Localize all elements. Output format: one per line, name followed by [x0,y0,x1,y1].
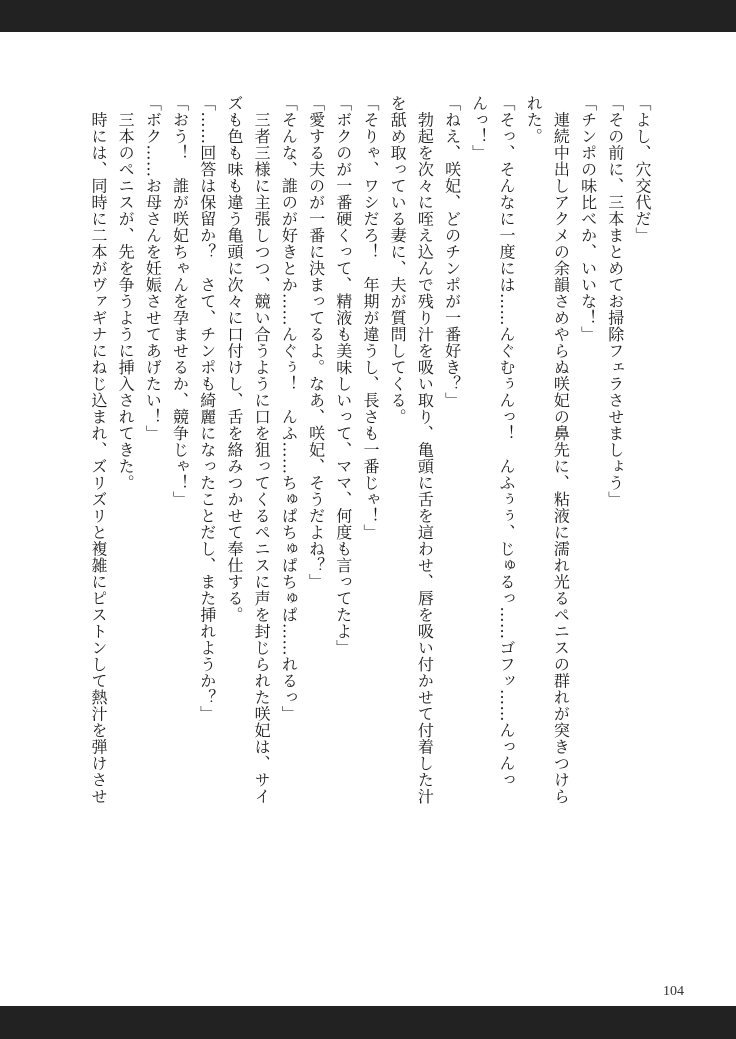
text-line: 「そんな、誰のが好きとか……んぐぅ！ んふ……ちゅぱちゅぱちゅぱ……れるっ」 [279,95,299,722]
text-line: 「……回答は保留か？ さて、チンポも綺麗になったことだし、また挿れようか？」 [197,95,217,722]
text-line: 「その前に、三本まとめてお掃除フェラさせましょう」 [605,95,625,508]
text-line: を舐め取っている妻に、夫が質問してくる。 [388,95,408,425]
text-line: 「ボクのが一番硬くって、精液も美味しいって、ママ、何度も言ってたよ」 [333,95,353,656]
text-line: 勃起を次々に咥え込んで残り汁を吸い取り、亀頭に舌を這わせ、唇を吸い付かせて付着した汁 [415,95,435,805]
text-line: 「よし、穴交代だ」 [633,95,652,244]
text-line: 「ボク……お母さんを妊娠させてあげたい！」 [143,95,163,442]
text-line: 連続中出しアクメの余韻さめやらぬ咲妃の鼻先に、粘液に濡れ光るペニスの群れが突きつけら [551,95,571,805]
text-line: 「おう！ 誰が咲妃ちゃんを孕ませるか、競争じゃ！」 [170,95,190,508]
bottom-border-bar [0,1006,736,1039]
text-line: ズも色も味も違う亀頭に次々に口付けし、舌を絡みつかせて奉仕する。 [224,95,244,623]
page-number: 104 [663,984,684,999]
top-border-bar [0,0,736,32]
text-line: 「そりゃ、ワシだろ！ 年期が違うし、長さも一番じゃ！」 [360,95,380,541]
text-line: 「愛する夫のが一番に決まってるよ。なあ、咲妃、そうだよね？」 [306,95,326,590]
text-line: 三者三様に主張しつつ、競い合うように口を狙ってくるペニスに声を封じられた咲妃は、サイ [252,95,272,805]
text-line: 時には、同時に二本がヴァギナにねじ込まれ、ズリズリと複雑にピストンして熱汁を弾けさせ [88,95,108,805]
text-line: れた。 [524,95,544,145]
text-line: 「そっ、そんなに一度には……んぐむぅんっ！ んふぅぅ、じゅるっ……ゴフッ……んっんっ [496,95,516,788]
text-line: 三本のペニスが、先を争うように挿入されてきた。 [116,95,136,491]
text-line: 「ねえ、咲妃、どのチンポが一番好き？」 [442,95,462,409]
vertical-text-body [85,95,656,975]
text-line: んっ！」 [469,95,489,161]
text-line: 「チンポの味比べか、いいな！」 [578,95,598,343]
